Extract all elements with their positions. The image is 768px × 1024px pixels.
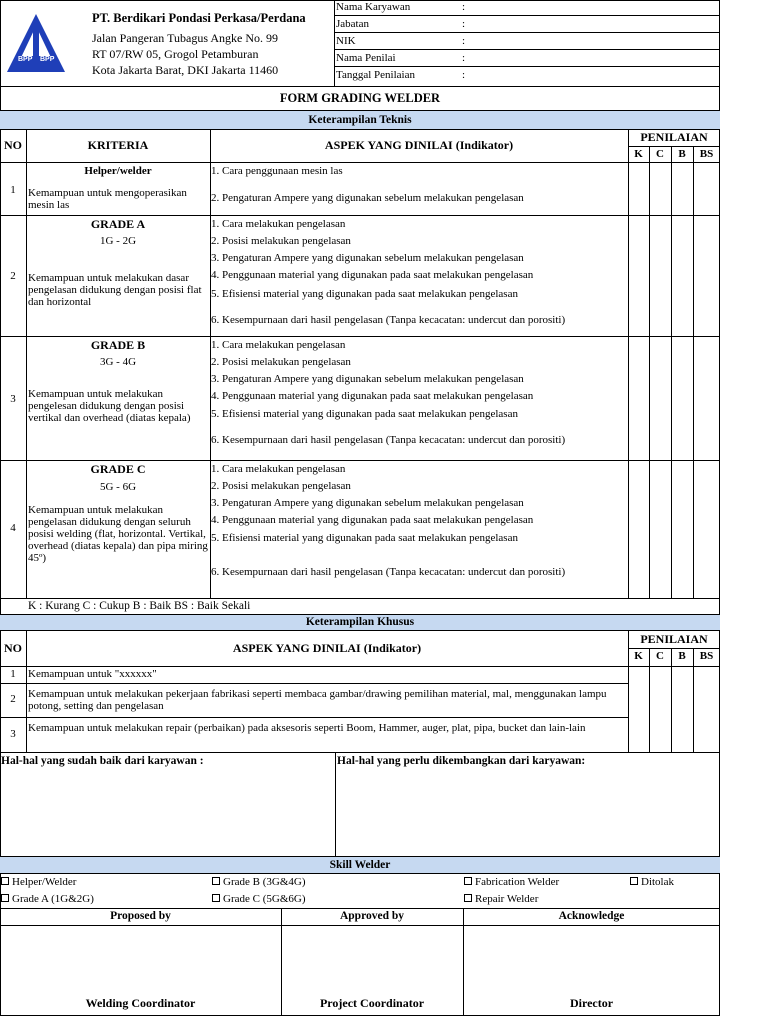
row-desc: Kemampuan untuk mengoperasikan mesin las: [28, 187, 187, 211]
checkbox-icon[interactable]: [212, 877, 220, 885]
improve-notes-area[interactable]: [337, 770, 719, 855]
row-aspect: 1. Cara melakukan pengelasan: [211, 218, 346, 230]
option-grade-b[interactable]: Grade B (3G&4G): [212, 876, 305, 889]
row-aspect: 5. Efisiensi material yang digunakan pada saat melakukan pengelasan: [211, 532, 518, 544]
grade-header-c: C: [656, 148, 664, 160]
special-section-title: Keterampilan Khusus: [0, 615, 720, 631]
checkbox-icon[interactable]: [630, 877, 638, 885]
option-repair-welder[interactable]: Repair Welder: [464, 893, 538, 906]
sig-header-approved: Approved by: [339, 910, 404, 922]
field-label: NIK: [336, 35, 356, 47]
row-title: GRADE C: [90, 462, 146, 476]
company-address-1: Jalan Pangeran Tubagus Angke No. 99: [92, 31, 278, 45]
grade-header-b: B: [678, 148, 686, 160]
checkbox-icon[interactable]: [464, 877, 472, 885]
field-label: Nama Penilai: [336, 52, 396, 64]
row-subtitle: 5G - 6G: [99, 481, 137, 493]
row-aspect: 5. Efisiensi material yang digunakan pada saat melakukan pengelasan: [211, 288, 518, 300]
option-helper-welder[interactable]: Helper/Welder: [1, 876, 76, 889]
row-no: 1: [10, 184, 16, 196]
row-title: GRADE A: [90, 217, 146, 231]
grade-header-b: B: [678, 650, 686, 662]
field-value[interactable]: :: [462, 52, 466, 64]
field-value[interactable]: :: [462, 35, 466, 47]
row-desc: Kemampuan untuk melakukan pengelasan didukung dengan seluruh posisi welding (flat, horizontal. Vertikal, overhead (diatas kepala) dan pipa miring 45º): [28, 504, 208, 564]
form-title: FORM GRADING WELDER: [279, 91, 441, 105]
col-header-no: NO: [4, 641, 22, 655]
logo-text-right: BPP: [40, 56, 55, 63]
row-subtitle: 3G - 4G: [99, 356, 137, 368]
row-aspect: 2. Posisi melakukan pengelasan: [211, 235, 351, 247]
row-aspect: 5. Efisiensi material yang digunakan pada saat melakukan pengelasan: [211, 408, 518, 420]
option-fabrication-welder[interactable]: Fabrication Welder: [464, 876, 559, 889]
row-subtitle: 1G - 2G: [99, 235, 137, 247]
row-aspect: 6. Kesempurnaan dari hasil pengelasan (Tanpa kecacatan: undercut dan porositi): [211, 314, 566, 326]
row-aspect: 6. Kesempurnaan dari hasil pengelasan (Tanpa kecacatan: undercut dan porositi): [211, 434, 566, 446]
grade-header-k: K: [634, 650, 643, 662]
sig-area-acknowledge[interactable]: [464, 927, 719, 993]
col-header-kriteria: KRITERIA: [87, 138, 149, 152]
row-desc: Kemampuan untuk melakukan dasar pengelasan didukung dengan posisi flat dan horizontal: [28, 272, 202, 308]
company-logo: [5, 12, 67, 74]
checkbox-icon[interactable]: [1, 894, 9, 902]
row-aspect: 3. Pengaturan Ampere yang digunakan sebelum melakukan pengelasan: [211, 373, 524, 385]
field-label: Nama Karyawan: [336, 1, 411, 13]
row-aspect: 2. Posisi melakukan pengelasan: [211, 356, 351, 368]
col-header-no: NO: [4, 138, 22, 152]
sig-role-welding-coordinator: Welding Coordinator: [85, 996, 196, 1010]
row-aspect: 2. Pengaturan Ampere yang digunakan sebelum melakukan pengelasan: [211, 192, 524, 204]
row-no: 2: [10, 693, 16, 705]
technical-section-title: Keterampilan Teknis: [0, 111, 720, 130]
checkbox-icon[interactable]: [1, 877, 9, 885]
sig-area-approved[interactable]: [282, 927, 462, 993]
row-no: 2: [10, 270, 16, 282]
option-grade-a[interactable]: Grade A (1G&2G): [1, 893, 94, 906]
row-aspect: 2. Posisi melakukan pengelasan: [211, 480, 351, 492]
row-aspect: 3. Pengaturan Ampere yang digunakan sebelum melakukan pengelasan: [211, 252, 524, 264]
sig-area-proposed[interactable]: [1, 927, 280, 993]
row-aspect: 1. Cara melakukan pengelasan: [211, 463, 346, 475]
field-label: Tanggal Penilaian: [336, 69, 415, 81]
row-text: Kemampuan untuk melakukan pekerjaan fabrikasi seperti membaca gambar/drawing pemilihan material, mal, menggunakan lampu potong, setting dan pengelasan: [28, 688, 607, 712]
sig-header-proposed: Proposed by: [110, 910, 171, 922]
grade-header-bs: BS: [699, 650, 714, 662]
field-value[interactable]: :: [462, 1, 466, 13]
grade-header-c: C: [656, 650, 664, 662]
sig-role-director: Director: [569, 996, 614, 1010]
checkbox-icon[interactable]: [464, 894, 472, 902]
row-aspect: 4. Penggunaan material yang digunakan pada saat melakukan pengelasan: [211, 514, 534, 526]
company-address-2: RT 07/RW 05, Grogol Petamburan: [92, 47, 259, 61]
sig-header-acknowledge: Acknowledge: [558, 910, 625, 922]
row-title: GRADE B: [90, 338, 146, 352]
row-title: Helper/welder: [84, 165, 152, 177]
improve-notes-label: Hal-hal yang perlu dikembangkan dari karyawan:: [337, 755, 586, 767]
good-notes-label: Hal-hal yang sudah baik dari karyawan :: [1, 755, 204, 767]
company-name: PT. Berdikari Pondasi Perkasa/Perdana: [92, 11, 306, 25]
row-no: 3: [10, 393, 16, 405]
col-header-penilaian: PENILAIAN: [640, 130, 708, 144]
sig-role-project-coordinator: Project Coordinator: [319, 996, 425, 1010]
field-value[interactable]: :: [462, 18, 466, 30]
checkbox-icon[interactable]: [212, 894, 220, 902]
row-desc: Kemampuan untuk melakukan pengelesan didukung dengan posisi vertikal dan overhead (diatas kepala): [28, 388, 191, 424]
logo-text-left: BPP: [18, 56, 33, 63]
skill-welder-title: Skill Welder: [0, 857, 720, 874]
grade-header-k: K: [634, 148, 643, 160]
row-text: Kemampuan untuk "xxxxxx": [28, 668, 157, 680]
field-label: Jabatan: [336, 18, 369, 30]
good-notes-area[interactable]: [1, 770, 334, 855]
row-aspect: 3. Pengaturan Ampere yang digunakan sebelum melakukan pengelasan: [211, 497, 524, 509]
row-aspect: 4. Penggunaan material yang digunakan pada saat melakukan pengelasan: [211, 390, 534, 402]
row-no: 4: [10, 522, 16, 534]
option-ditolak[interactable]: Ditolak: [630, 876, 674, 889]
row-aspect: 4. Penggunaan material yang digunakan pada saat melakukan pengelasan: [211, 269, 534, 281]
col-header-aspek: ASPEK YANG DINILAI (Indikator): [232, 641, 422, 655]
company-address-3: Kota Jakarta Barat, DKI Jakarta 11460: [92, 63, 279, 77]
grade-legend: K : Kurang C : Cukup B : Baik BS : Baik Sekali: [28, 600, 251, 612]
row-aspect: 6. Kesempurnaan dari hasil pengelasan (Tanpa kecacatan: undercut dan porositi): [211, 566, 566, 578]
col-header-penilaian: PENILAIAN: [640, 632, 708, 646]
option-grade-c[interactable]: Grade C (5G&6G): [212, 893, 305, 906]
col-header-aspek: ASPEK YANG DINILAI (Indikator): [324, 138, 514, 152]
row-aspect: 1. Cara melakukan pengelasan: [211, 339, 346, 351]
grade-header-bs: BS: [699, 148, 714, 160]
row-no: 3: [10, 728, 16, 740]
row-text: Kemampuan untuk melakukan repair (perbaikan) pada aksesoris seperti Boom, Hammer, auger, plat, pipa, bucket dan lain-lain: [28, 722, 586, 734]
row-no: 1: [10, 668, 16, 680]
field-value[interactable]: :: [462, 69, 466, 81]
row-aspect: 1. Cara penggunaan mesin las: [211, 165, 343, 177]
